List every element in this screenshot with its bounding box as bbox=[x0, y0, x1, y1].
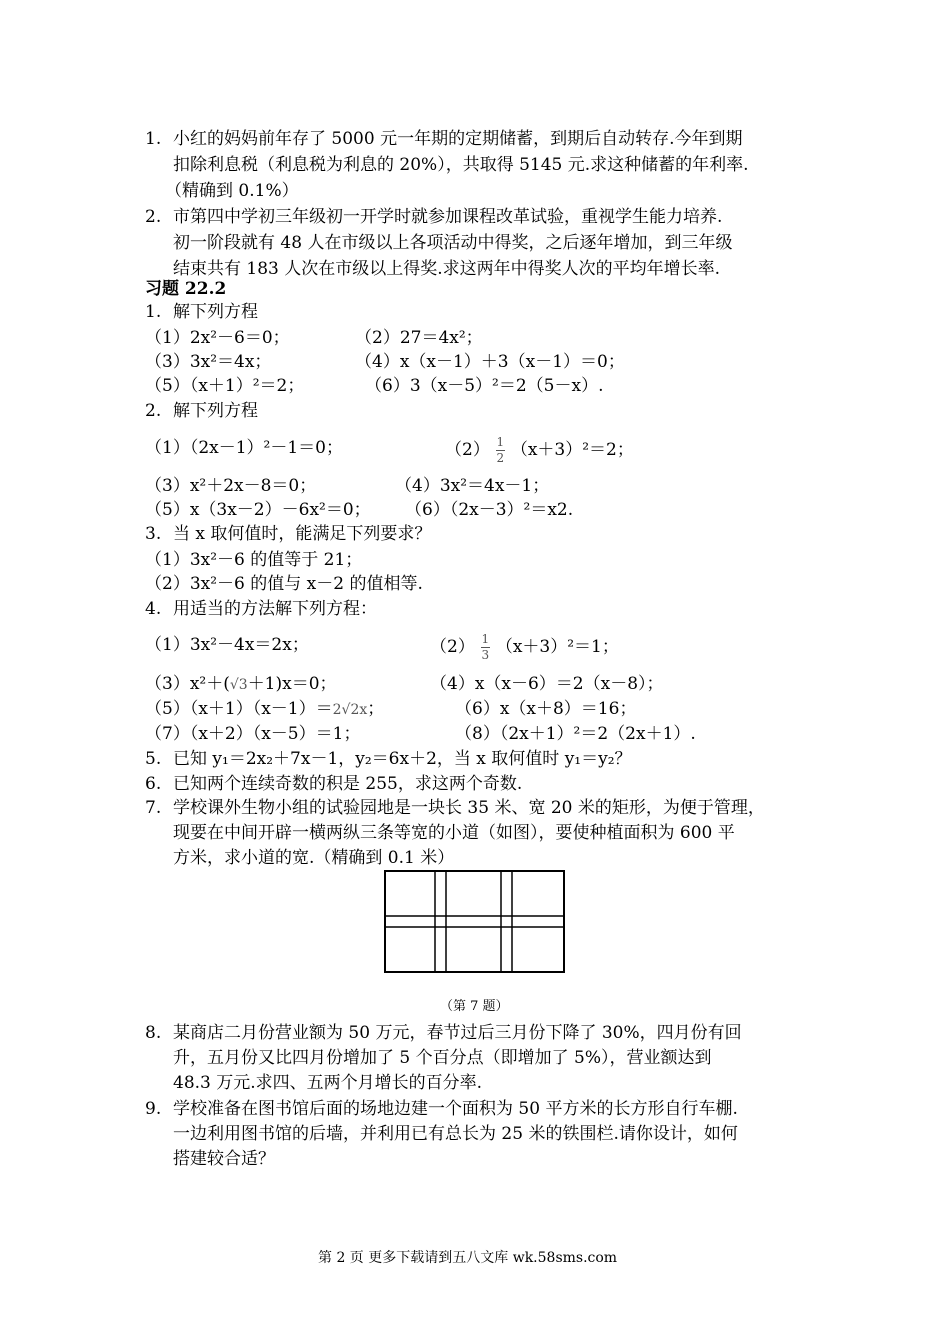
exercise-number: 4. bbox=[145, 599, 162, 619]
equation-prefix: （3）x²＋( bbox=[145, 674, 230, 694]
question-text: 市第四中学初三年级初一开学时就参加课程改革试验，重视学生能力培养. bbox=[173, 207, 723, 227]
exercise-text: 已知两个连续奇数的积是 255，求这两个奇数. bbox=[173, 774, 523, 794]
equation-prefix: （2） bbox=[445, 440, 490, 460]
equation-item: （6）（2x－3）²＝x2. bbox=[405, 500, 574, 520]
garden-plot-diagram bbox=[384, 870, 566, 974]
page-footer: 第 2 页 更多下载请到五八文库 wk.58sms.com bbox=[318, 1250, 618, 1266]
equation-prefix: （2） bbox=[430, 637, 475, 657]
equation-item: （1）3x²－6 的值等于 21； bbox=[145, 550, 363, 570]
exercise-number: 7. bbox=[145, 798, 162, 818]
equation-suffix: （x＋3）²＝2； bbox=[510, 440, 634, 460]
equation-item: （8）（2x＋1）²＝2（2x＋1）. bbox=[455, 724, 696, 744]
exercise-text: 方米，求小道的宽.（精确到 0.1 米） bbox=[173, 848, 455, 868]
question-text: （精确到 0.1%） bbox=[165, 181, 299, 201]
figure-caption: （第 7 题） bbox=[440, 999, 509, 1014]
equation-item: （4）3x²＝4x－1； bbox=[395, 476, 550, 496]
equation-item-fraction bbox=[430, 633, 619, 662]
equation-item: （5）（x＋1）²＝2； bbox=[145, 376, 305, 396]
exercise-title: 用适当的方法解下列方程： bbox=[173, 599, 377, 619]
equation-item: （1）3x²－4x＝2x； bbox=[145, 635, 309, 655]
equation-item: （3）x²＋2x－8＝0； bbox=[145, 476, 317, 496]
equation-suffix: （x＋3）²＝1； bbox=[495, 637, 619, 657]
sqrt-expression: 2√2x bbox=[332, 702, 368, 718]
fraction-denominator: 2 bbox=[496, 451, 505, 465]
exercise-text: 学校课外生物小组的试验园地是一块长 35 米、宽 20 米的矩形，为便于管理， bbox=[173, 798, 765, 818]
exercise-number: 6. bbox=[145, 774, 162, 794]
equation-item: （3）3x²＝4x； bbox=[145, 352, 272, 372]
fraction bbox=[481, 633, 490, 662]
question-text: 扣除利息税（利息税为利息的 20%），共取得 5145 元.求这种储蓄的年利率. bbox=[173, 155, 749, 175]
exercise-number: 3. bbox=[145, 524, 162, 544]
equation-suffix: ； bbox=[367, 699, 385, 719]
equation-item: （6）3（x－5）²＝2（5－x）. bbox=[365, 376, 604, 396]
fraction-numerator: 1 bbox=[481, 632, 490, 646]
question-number: 1. bbox=[145, 129, 162, 149]
exercise-text: 48.3 万元.求四、五两个月增长的百分率. bbox=[173, 1073, 483, 1093]
exercise-text: 现要在中间开辟一横两纵三条等宽的小道（如图），要使种植面积为 600 平 bbox=[173, 823, 735, 843]
fraction-denominator: 3 bbox=[481, 648, 490, 662]
fraction-numerator: 1 bbox=[496, 435, 505, 449]
equation-prefix: （5）（x＋1）（x－1）＝ bbox=[145, 699, 333, 719]
sqrt-expression: √3 bbox=[229, 677, 248, 693]
exercise-number: 5. bbox=[145, 749, 162, 769]
exercise-title: 解下列方程 bbox=[173, 401, 258, 421]
exercise-text: 升，五月份又比四月份增加了 5 个百分点（即增加了 5%），营业额达到 bbox=[173, 1048, 712, 1068]
exercise-text: 一边利用图书馆的后墙，并利用已有总长为 25 米的铁围栏.请你设计，如何 bbox=[173, 1124, 738, 1144]
equation-item: （7）（x＋2）（x－5）＝1； bbox=[145, 724, 361, 744]
question-text: 结束共有 183 人次在市级以上得奖.求这两年中得奖人次的平均年增长率. bbox=[173, 259, 721, 279]
fraction bbox=[496, 436, 505, 465]
path-crossing bbox=[502, 917, 511, 926]
question-text: 小红的妈妈前年存了 5000 元一年期的定期储蓄，到期后自动转存.今年到期 bbox=[173, 129, 743, 149]
equation-item-sqrt bbox=[145, 672, 337, 697]
equation-item-sqrt bbox=[145, 697, 384, 722]
equation-item: （2）3x²－6 的值与 x－2 的值相等. bbox=[145, 574, 423, 594]
exercise-number: 9. bbox=[145, 1099, 162, 1119]
exercise-text: 搭建较合适？ bbox=[173, 1149, 275, 1169]
equation-item: （4）x（x－6）＝2（x－8）； bbox=[430, 674, 664, 694]
section-heading: 习题 22.2 bbox=[145, 279, 227, 299]
exercise-number: 1. bbox=[145, 302, 162, 322]
equation-item: （1）（2x－1）²－1＝0； bbox=[145, 438, 343, 458]
exercise-number: 2. bbox=[145, 401, 162, 421]
exercise-text: 某商店二月份营业额为 50 万元，春节过后三月份下降了 30%，四月份有回 bbox=[173, 1023, 742, 1043]
exercise-title: 解下列方程 bbox=[173, 302, 258, 322]
equation-item-fraction bbox=[445, 436, 634, 465]
equation-item: （2）27＝4x²； bbox=[355, 328, 483, 348]
plot-outline bbox=[385, 871, 564, 972]
question-number: 2. bbox=[145, 207, 162, 227]
exercise-number: 8. bbox=[145, 1023, 162, 1043]
equation-item: （4）x（x－1）＋3（x－1）＝0； bbox=[355, 352, 625, 372]
equation-item: （1）2x²－6＝0； bbox=[145, 328, 290, 348]
question-text: 初一阶段就有 48 人在市级以上各项活动中得奖，之后逐年增加，到三年级 bbox=[173, 233, 733, 253]
equation-suffix: ＋1)x＝0； bbox=[247, 674, 337, 694]
equation-item: （5）x（3x－2）－6x²＝0； bbox=[145, 500, 371, 520]
exercise-title: 当 x 取何值时，能满足下列要求？ bbox=[173, 524, 432, 544]
equation-item: （6）x（x＋8）＝16； bbox=[455, 699, 637, 719]
exercise-text: 学校准备在图书馆后面的场地边建一个面积为 50 平方米的长方形自行车棚. bbox=[173, 1099, 738, 1119]
path-crossing bbox=[436, 917, 445, 926]
exercise-text: 已知 y₁＝2x₂＋7x－1，y₂＝6x＋2，当 x 取何值时 y₁＝y₂？ bbox=[173, 749, 632, 769]
